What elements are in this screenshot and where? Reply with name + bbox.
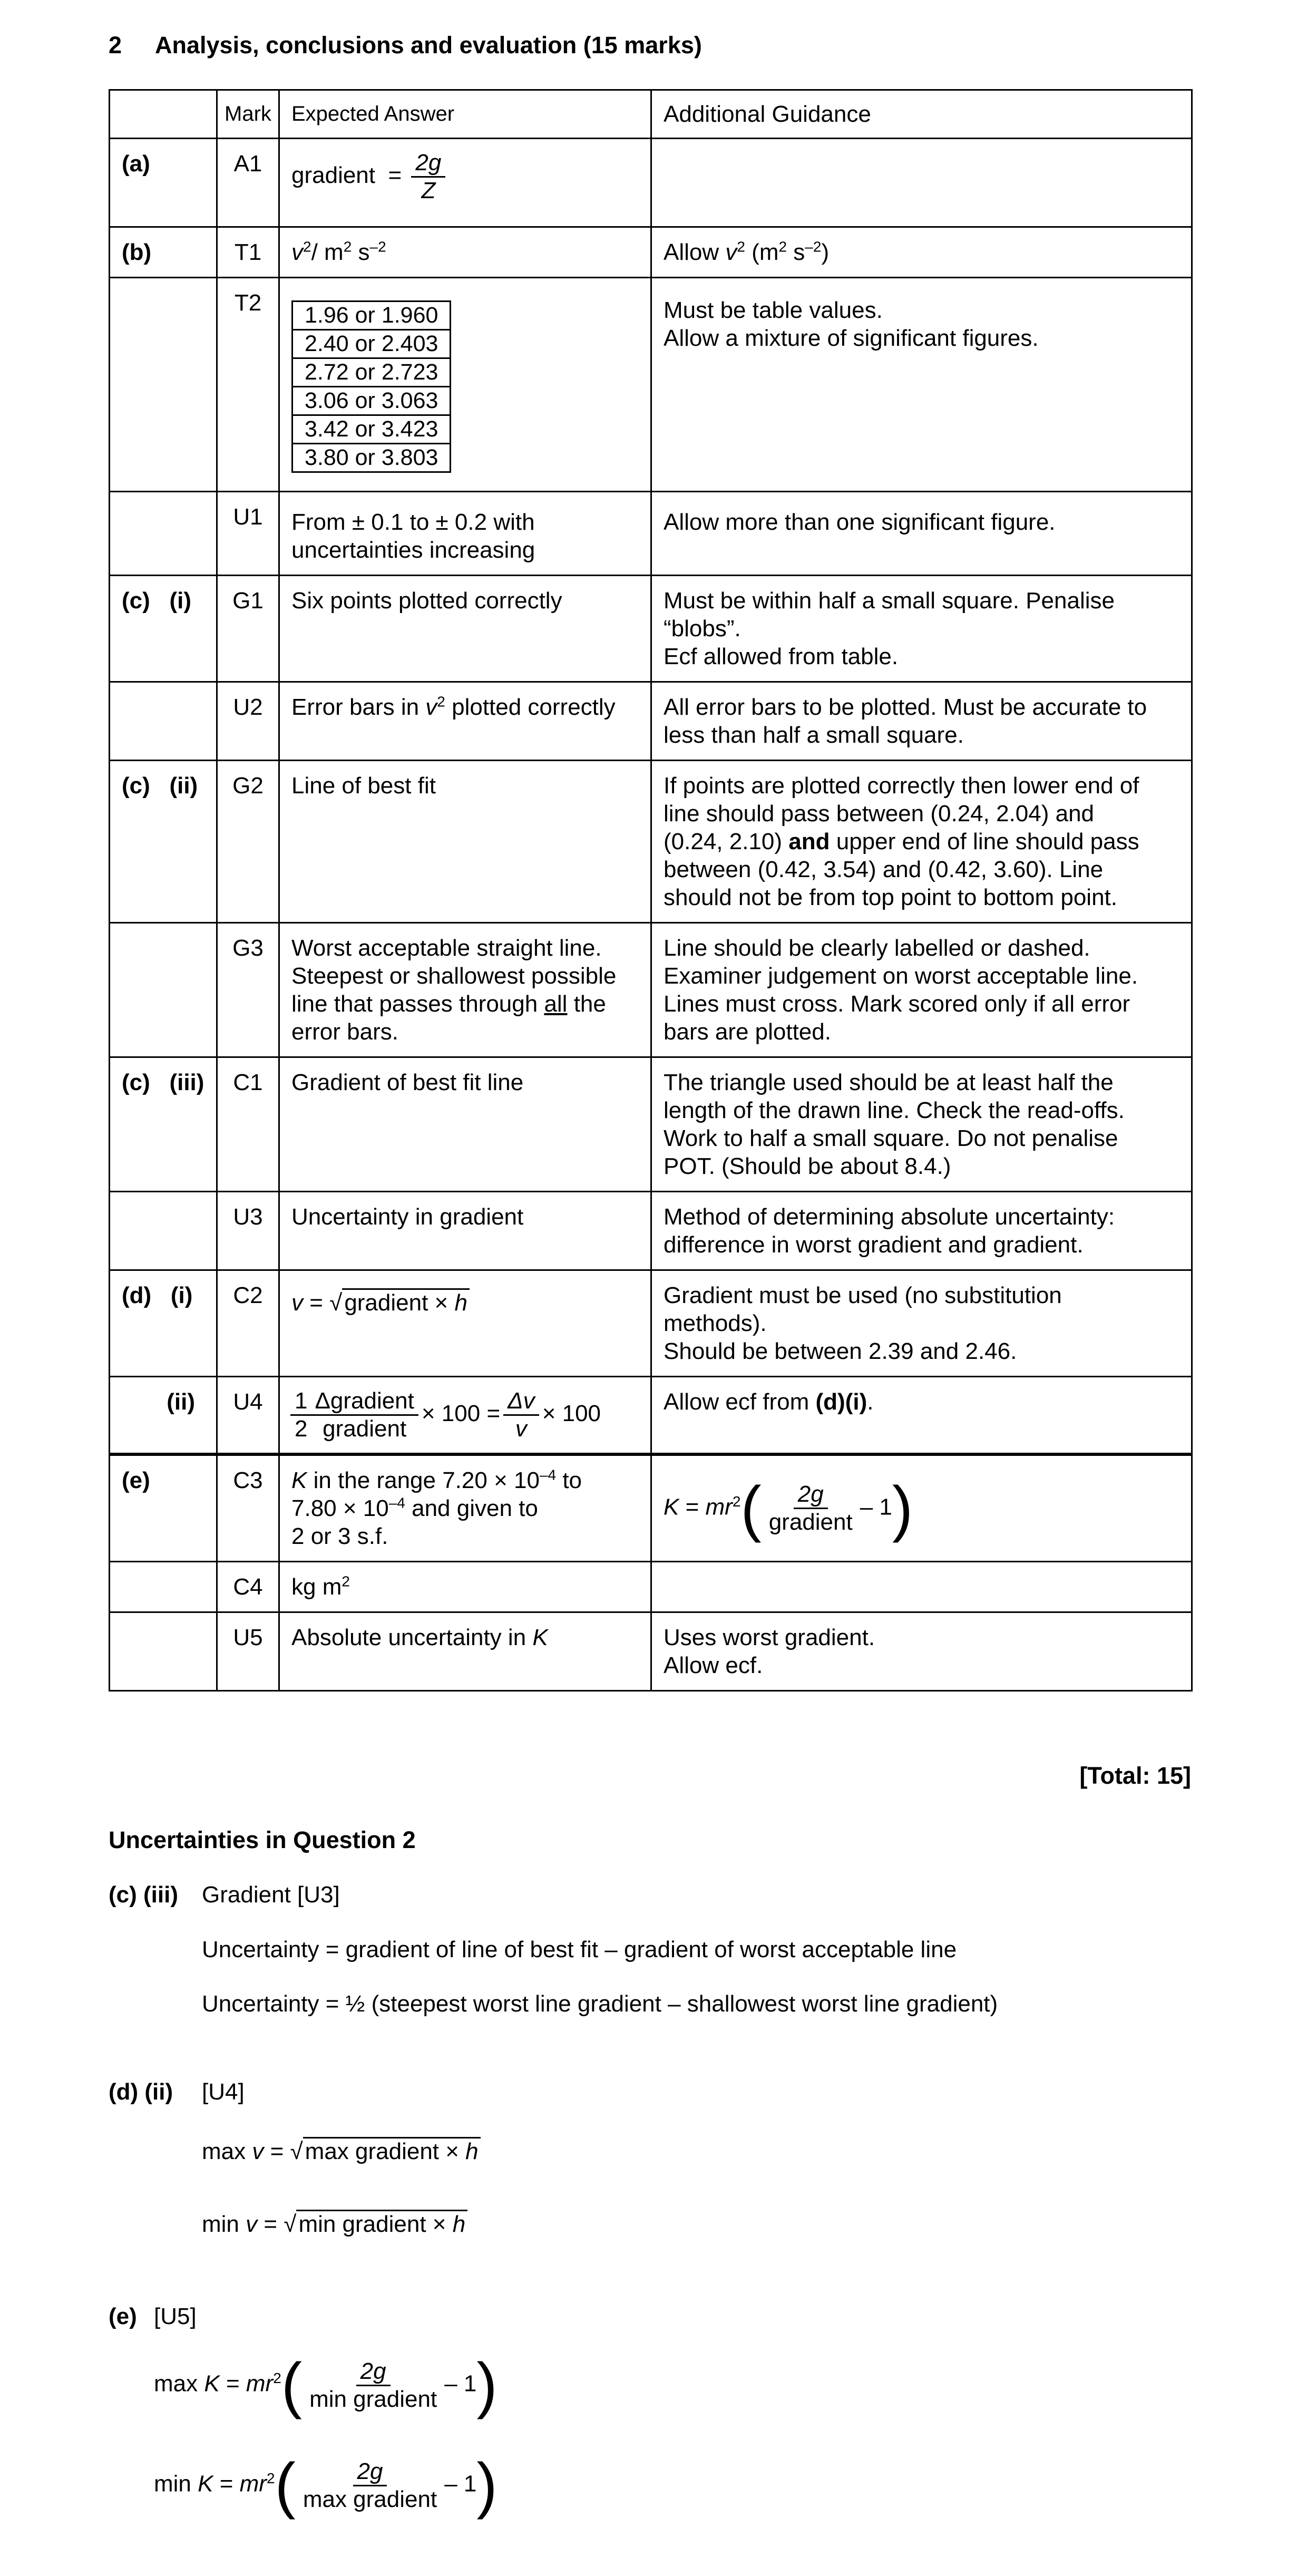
table-row [110,1057,1192,1192]
guidance-line: POT. (Should be about 8.4.) [664,1153,951,1179]
section-title: [U4] [202,2079,245,2105]
left-paren-icon: ( [740,1473,762,1543]
section-label: (c) (iii) [109,1882,178,1908]
guidance [651,278,1192,492]
symbol-mr: mr [705,1494,733,1520]
fraction-numerator: 2g [411,150,445,178]
table-row [110,278,1192,492]
guidance-line: Allow more than one significant figure. [664,509,1056,535]
guidance [651,1454,1192,1562]
expected-answer [279,923,651,1057]
guidance-text: upper end of line should pass [830,829,1139,854]
superscript: –4 [388,1494,405,1511]
fraction-denominator: v [515,1416,527,1442]
unit-text: s [352,239,370,265]
guidance-line: bars are plotted. [664,1019,831,1045]
guidance-line: Gradient must be used (no substitution [664,1282,1062,1308]
part-label [110,492,217,576]
header-mark: Mark [217,90,279,139]
equals-sign: = [264,2138,290,2164]
guidance-text: . [867,1389,874,1415]
guidance [651,492,1192,576]
table-row [110,1454,1192,1562]
answer-text: plotted correctly [445,694,616,720]
uncertainty-formula-line: Uncertainty = gradient of line of best fit – gradient of worst acceptable line [202,1937,957,1962]
guidance-line: Allow a mixture of significant figures. [664,325,1039,351]
answer-line: From ± 0.1 to ± 0.2 with [291,509,535,535]
table-values-box [291,300,451,473]
fraction [305,2358,441,2413]
guidance-text: Allow [664,239,726,265]
guidance-line: “blobs”. [664,616,741,641]
part-label: (c) (ii) [110,761,217,923]
equals-sign: = [219,2370,246,2397]
guidance-text: s [787,239,805,265]
radicand [296,2210,467,2237]
symbol-v: v [291,1290,303,1316]
fraction [411,150,445,204]
value-row [292,302,451,330]
guidance-line [664,828,1179,856]
header-expected-answer: Expected Answer [279,90,651,139]
uncertainties-heading: Uncertainties in Question 2 [109,1826,416,1853]
symbol-K: K [664,1494,679,1520]
fraction-numerator: Δgradient [310,1388,418,1416]
guidance [651,1192,1192,1270]
part-label [110,682,217,761]
mark-code: T1 [217,227,279,278]
part-label [110,1612,217,1691]
answer-text: in the range 7.20 × 10 [307,1467,540,1493]
table-header-row [110,90,1192,139]
expected-answer: Gradient of best fit line [279,1057,651,1192]
max-K-formula [154,2350,498,2420]
part-label: (a) [110,139,217,227]
right-paren-icon: ) [476,2350,498,2420]
answer-text: line that passes through [291,991,544,1017]
guidance-line: Allow ecf. [664,1652,763,1678]
table-row [110,492,1192,576]
fraction-denominator: min gradient [309,2386,437,2412]
expected-answer [279,682,651,761]
table-row [110,1192,1192,1270]
guidance-line: length of the drawn line. Check the read-offs. [664,1097,1125,1123]
equals-sign: = [213,2471,240,2497]
fraction-numerator: 2g [353,2458,387,2486]
formula-text: – 1 [444,2471,477,2497]
formula-text: – 1 [444,2370,477,2397]
sqrt-icon: √ [329,1290,343,1316]
mark-code: G1 [217,576,279,682]
fraction [310,1388,418,1442]
symbol-h: h [465,2138,479,2164]
value-row [292,444,451,472]
section-title: Gradient [U3] [202,1882,340,1908]
expected-answer [279,278,651,492]
formula-text: min [154,2471,198,2497]
symbol-v: v [291,239,303,265]
superscript: 2 [343,238,352,255]
guidance-line: Should be between 2.39 and 2.46. [664,1338,1017,1364]
mark-code: C2 [217,1270,279,1377]
radicand-text: min gradient × [298,2211,453,2237]
expected-answer: Line of best fit [279,761,651,923]
table-row [110,1270,1192,1377]
right-paren-icon: ) [892,1473,913,1543]
symbol-K: K [291,1467,307,1493]
guidance-line: methods). [664,1310,767,1336]
answer-line [291,1466,639,1494]
sqrt-icon: √ [290,2138,303,2164]
section-label: (d) (ii) [109,2079,173,2105]
expected-answer [279,1454,651,1562]
fraction [290,1388,311,1442]
superscript: –2 [369,238,386,255]
guidance-line: Uses worst gradient. [664,1625,875,1650]
mark-code: G2 [217,761,279,923]
section-title: [U5] [154,2303,197,2329]
fraction-denominator: gradient [768,1509,853,1535]
part-label: (c) (i) [110,576,217,682]
header-additional-guidance: Additional Guidance [651,90,1192,139]
table-row [110,761,1192,923]
fraction [299,2458,441,2513]
symbol-mr: mr [239,2471,267,2497]
table-value: 3.06 or 3.063 [292,387,451,415]
question-number: 2 [109,32,122,59]
answer-underlined: all [544,991,568,1017]
symbol-h: h [452,2211,466,2237]
answer-text: gradient [291,162,376,189]
guidance-bold: (d)(i) [815,1389,867,1415]
part-label [110,1562,217,1612]
guidance [651,923,1192,1057]
table-value: 3.80 or 3.803 [292,444,451,472]
superscript: 2 [266,2470,275,2486]
fraction-denominator: max gradient [303,2486,437,2512]
fraction-denominator: 2 [295,1416,308,1442]
part-label: (ii) [110,1377,217,1455]
guidance [651,1270,1192,1377]
fraction-denominator: Z [421,178,436,203]
guidance-bold: and [788,829,830,854]
mark-code: C3 [217,1454,279,1562]
min-K-formula [154,2451,498,2520]
answer-line: Steepest or shallowest possible [291,963,617,989]
expected-answer [279,1377,651,1455]
symbol-v: v [252,2138,264,2164]
equals-sign: = [303,1290,330,1316]
superscript: 2 [737,238,745,255]
mark-code: T2 [217,278,279,492]
guidance [651,682,1192,761]
section-label: (e) [109,2303,137,2329]
mark-code: U5 [217,1612,279,1691]
answer-line: error bars. [291,1019,398,1045]
expected-answer [279,139,651,227]
answer-line [291,990,639,1018]
equals-sign: = [257,2211,284,2237]
guidance [651,576,1192,682]
guidance [651,1057,1192,1192]
guidance-text: (m [745,239,779,265]
formula-text: max [202,2138,252,2164]
symbol-mr: mr [246,2370,274,2397]
expected-answer: Uncertainty in gradient [279,1192,651,1270]
equals-sign: = [388,162,402,189]
table-row [110,227,1192,278]
guidance [651,1562,1192,1612]
guidance-line: line should pass between (0.24, 2.04) and [664,801,1095,827]
guidance-line: All error bars to be plotted. Must be accurate to [664,694,1147,720]
superscript: 2 [303,238,311,255]
mark-code: C4 [217,1562,279,1612]
guidance-text: ) [821,239,830,265]
symbol-v: v [725,239,737,265]
radicand [342,1288,470,1316]
answer-text: the [567,991,606,1017]
expected-answer [279,227,651,278]
guidance [651,139,1192,227]
symbol-v: v [246,2211,258,2237]
guidance-line: Work to half a small square. Do not penalise [664,1125,1118,1151]
guidance-line: Ecf allowed from table. [664,644,899,669]
symbol-h: h [454,1290,467,1316]
fraction-numerator: Δv [503,1388,539,1416]
expected-answer: Six points plotted correctly [279,576,651,682]
expected-answer [279,1612,651,1691]
superscript: –4 [539,1466,557,1483]
value-row [292,330,451,358]
fraction-numerator: 1 [290,1388,311,1416]
part-label [110,278,217,492]
guidance-line: difference in worst gradient and gradient. [664,1232,1084,1258]
mark-code: U4 [217,1377,279,1455]
mark-code: G3 [217,923,279,1057]
value-row [292,415,451,444]
left-paren-icon: ( [281,2350,303,2420]
guidance-line: Must be within half a small square. Penalise [664,588,1115,614]
symbol-v: v [425,694,437,720]
mark-code: C1 [217,1057,279,1192]
mark-code: U3 [217,1192,279,1270]
mark-code: U2 [217,682,279,761]
guidance [651,1377,1192,1455]
table-row [110,1377,1192,1455]
part-label [110,923,217,1057]
superscript: 2 [732,1493,741,1510]
right-paren-icon: ) [476,2451,498,2520]
expected-answer [279,1562,651,1612]
left-paren-icon: ( [275,2451,296,2520]
fraction-numerator: 2g [356,2358,391,2386]
expected-answer [279,492,651,576]
part-label [110,1192,217,1270]
mark-code: U1 [217,492,279,576]
guidance-line: Examiner judgement on worst acceptable line. [664,963,1138,989]
guidance-line: Method of determining absolute uncertainty: [664,1204,1115,1230]
superscript: 2 [437,693,445,710]
total-marks: [Total: 15] [1079,1762,1191,1789]
answer-text: and given to [405,1495,538,1521]
table-row [110,139,1192,227]
part-label: (d) (i) [110,1270,217,1377]
radicand [303,2137,481,2164]
fraction [503,1388,539,1442]
part-label: (e) [110,1454,217,1562]
table-row [110,923,1192,1057]
table-value: 2.40 or 2.403 [292,330,451,358]
mark-code: A1 [217,139,279,227]
table-row [110,1612,1192,1691]
superscript: –2 [805,238,822,255]
value-row [292,358,451,387]
fraction [765,1481,857,1535]
unit-text: / m [311,239,344,265]
formula-text: min [202,2211,246,2237]
guidance-line: Must be table values. [664,297,883,323]
fraction-numerator: 2g [794,1481,828,1509]
superscript: 2 [342,1573,350,1590]
answer-line: uncertainties increasing [291,537,535,563]
radicand-text: max gradient × [305,2138,466,2164]
guidance-text: (0.24, 2.10) [664,829,789,854]
guidance [651,761,1192,923]
part-label: (b) [110,227,217,278]
formula-text: max [154,2370,204,2397]
equals-sign: = [679,1494,706,1520]
symbol-K: K [204,2370,220,2397]
answer-line: Worst acceptable straight line. [291,935,602,961]
header-part [110,90,217,139]
guidance-line: Lines must cross. Mark scored only if all error [664,991,1130,1017]
value-row [292,387,451,415]
answer-line [291,1494,639,1522]
answer-text: 7.80 × 10 [291,1495,389,1521]
fraction-denominator: gradient [323,1416,407,1442]
page-title [109,32,702,59]
symbol-K: K [532,1625,548,1650]
question-title: Analysis, conclusions and evaluation (15 marks) [155,32,702,59]
formula-text: × 100 [542,1401,601,1427]
max-v-formula [202,2137,481,2165]
table-row [110,576,1192,682]
superscript: 2 [778,238,787,255]
answer-text: Error bars in [291,694,426,720]
guidance [651,1612,1192,1691]
sqrt-icon: √ [284,2211,297,2237]
guidance-line: less than half a small square. [664,722,964,748]
guidance [651,227,1192,278]
symbol-K: K [198,2471,213,2497]
table-value: 1.96 or 1.960 [292,302,451,330]
answer-text: to [556,1467,582,1493]
guidance-line: should not be from top point to bottom point. [664,884,1117,910]
formula-text: × 100 = [421,1401,501,1427]
mark-scheme-table [109,89,1193,1692]
guidance-line: The triangle used should be at least half the [664,1070,1114,1095]
expected-answer [279,1270,651,1377]
table-row [110,682,1192,761]
answer-text: kg m [291,1574,342,1600]
uncertainty-formula-line: Uncertainty = ½ (steepest worst line gradient – shallowest worst line gradient) [202,1991,998,2017]
min-v-formula [202,2210,467,2238]
table-value: 3.42 or 3.423 [292,415,451,444]
table-value: 2.72 or 2.723 [292,358,451,387]
superscript: 2 [273,2369,281,2386]
guidance-line: between (0.42, 3.54) and (0.42, 3.60). Line [664,857,1104,882]
formula-text: – 1 [860,1494,892,1520]
guidance-line: Line should be clearly labelled or dashed. [664,935,1090,961]
guidance-text: Allow ecf from [664,1389,816,1415]
answer-text: Absolute uncertainty in [291,1625,533,1650]
answer-line: 2 or 3 s.f. [291,1523,388,1549]
radicand-text: gradient × [344,1290,455,1316]
table-row [110,1562,1192,1612]
part-label: (c) (iii) [110,1057,217,1192]
guidance-line: If points are plotted correctly then lower end of [664,773,1139,799]
